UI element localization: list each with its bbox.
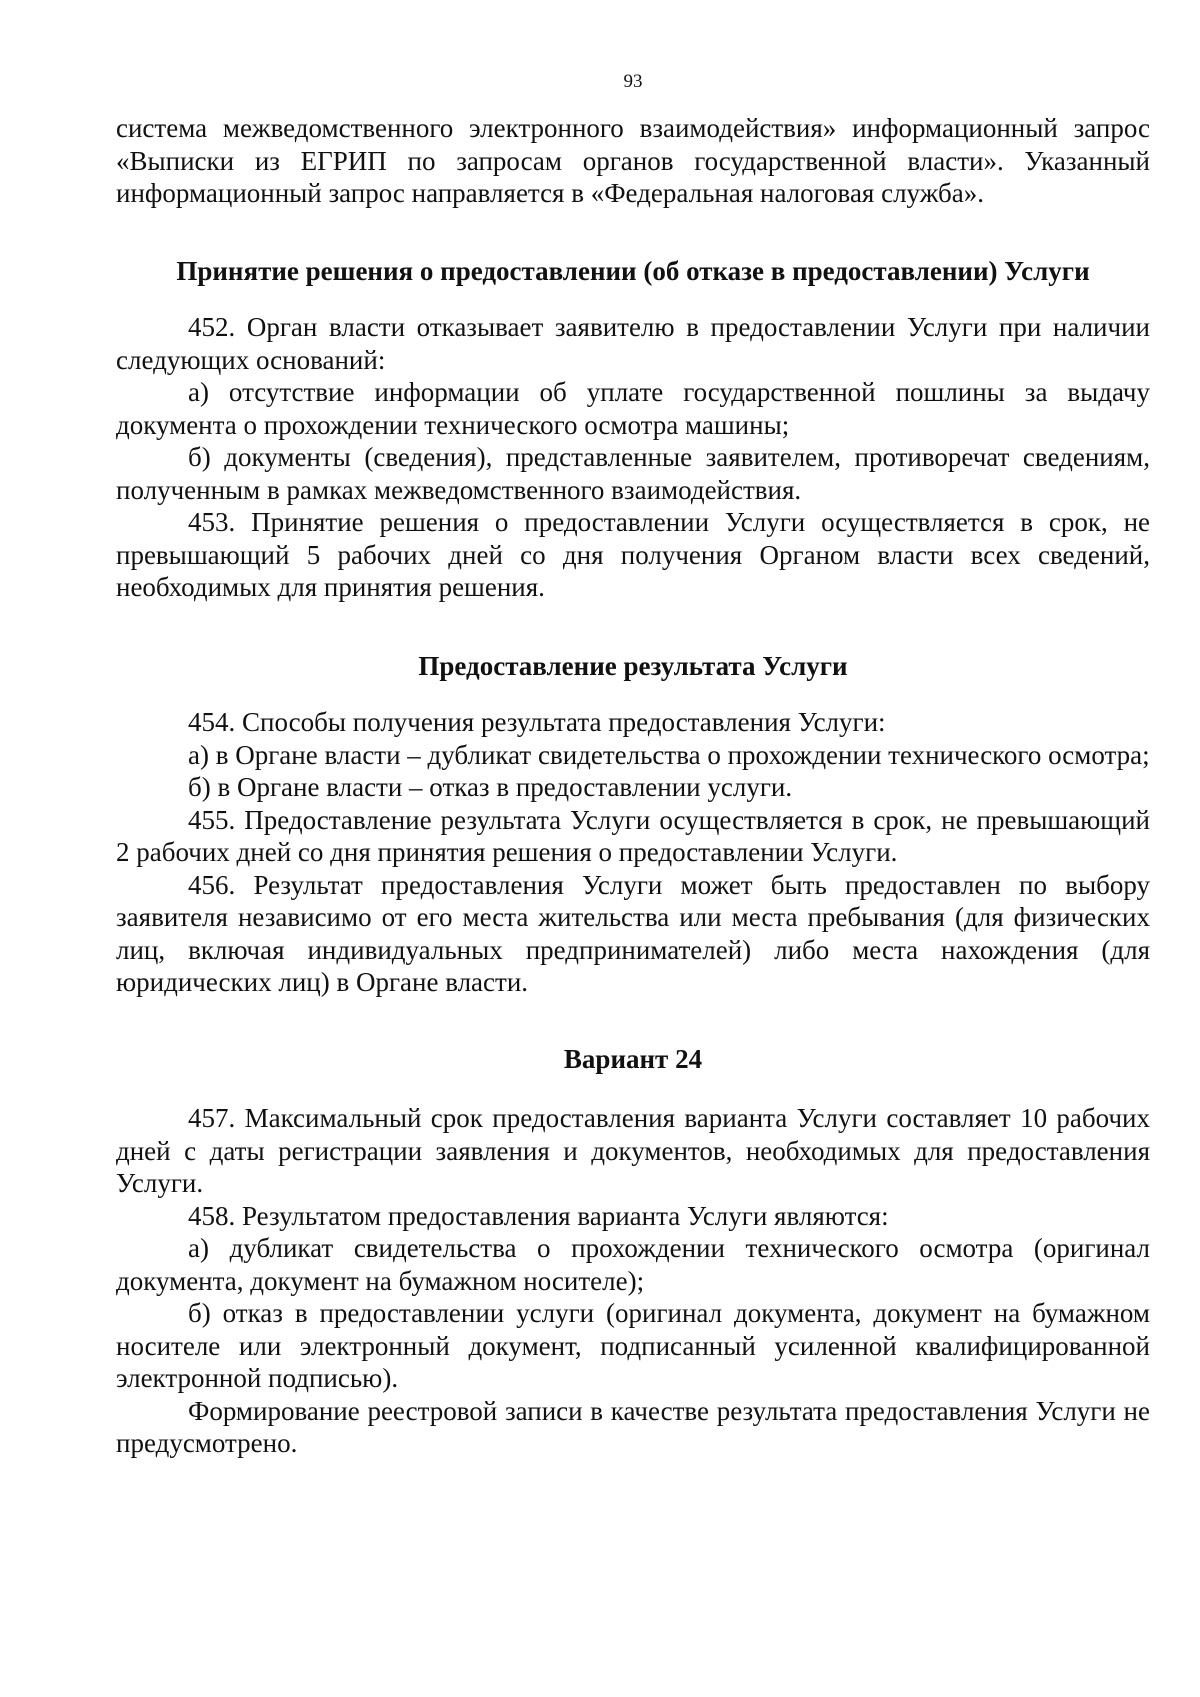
paragraph-registry: Формирование реестровой записи в качестве результата предоставления Услуги не предусмотрено. xyxy=(116,1395,1150,1458)
paragraph-458-b: б) отказ в предоставлении услуги (оригинал документа, документ на бумажном носителе или электронный документ, подписанный усиленной квалифицированной электронной подписью). xyxy=(116,1298,1150,1393)
heading-decision: Принятие решения о предоставлении (об отказе в предоставлении) Услуги xyxy=(176,255,1090,286)
page-number: 93 xyxy=(623,71,643,92)
paragraph-453: 453. Принятие решения о предоставлении Услуги осуществляется в срок, не превышающий 5 рабочих дней со дня получения Органом власти всех сведений, необходимых для принятия решения. xyxy=(116,507,1150,602)
paragraph-456: 456. Результат предоставления Услуги может быть предоставлен по выбору заявителя независимо от его места жительства или места пребывания (для физических лиц, включая индивидуальных предпринимателей) либо места нахождения (для юридических лиц) в Органе власти. xyxy=(116,869,1150,997)
paragraph-454-b: б) в Органе власти – отказ в предоставлении услуги. xyxy=(188,772,793,802)
heading-variant: Вариант 24 xyxy=(563,1043,703,1074)
paragraph-452-a: а) отсутствие информации об уплате государственной пошлины за выдачу документа о прохождении технического осмотра машины; xyxy=(116,377,1150,440)
paragraph-458-a: а) дубликат свидетельства о прохождении технического осмотра (оригинал документа, документ на бумажном носителе); xyxy=(116,1233,1150,1296)
paragraph-452-b: б) документы (сведения), представленные заявителем, противоречат сведениям, полученным в рамках межведомственного взаимодействия. xyxy=(116,442,1150,505)
paragraph-458: 458. Результатом предоставления варианта Услуги являются: xyxy=(188,1200,889,1231)
document-page xyxy=(116,70,1150,1460)
paragraph-455: 455. Предоставление результата Услуги осуществляется в срок, не превышающий 2 рабочих дней со дня принятия решения о предоставлении Услуги. xyxy=(116,804,1150,867)
paragraph-intro: система межведомственного электронного взаимодействия» информационный запрос «Выписки из ЕГРИП по запросам органов государственной власти». Указанный информационный запрос направляется в «Федеральная налоговая служба». xyxy=(116,113,1150,208)
paragraph-454-a: а) в Органе власти – дубликат свидетельства о прохождении технического осмотра; xyxy=(188,739,1150,770)
paragraph-454: 454. Способы получения результата предоставления Услуги: xyxy=(188,707,886,737)
paragraph-452: 452. Орган власти отказывает заявителю в предоставлении Услуги при наличии следующих оснований: xyxy=(116,312,1150,375)
paragraph-457: 457. Максимальный срок предоставления варианта Услуги составляет 10 рабочих дней с даты регистрации заявления и документов, необходимых для предоставления Услуги. xyxy=(116,1103,1150,1198)
heading-result: Предоставление результата Услуги xyxy=(418,650,848,681)
